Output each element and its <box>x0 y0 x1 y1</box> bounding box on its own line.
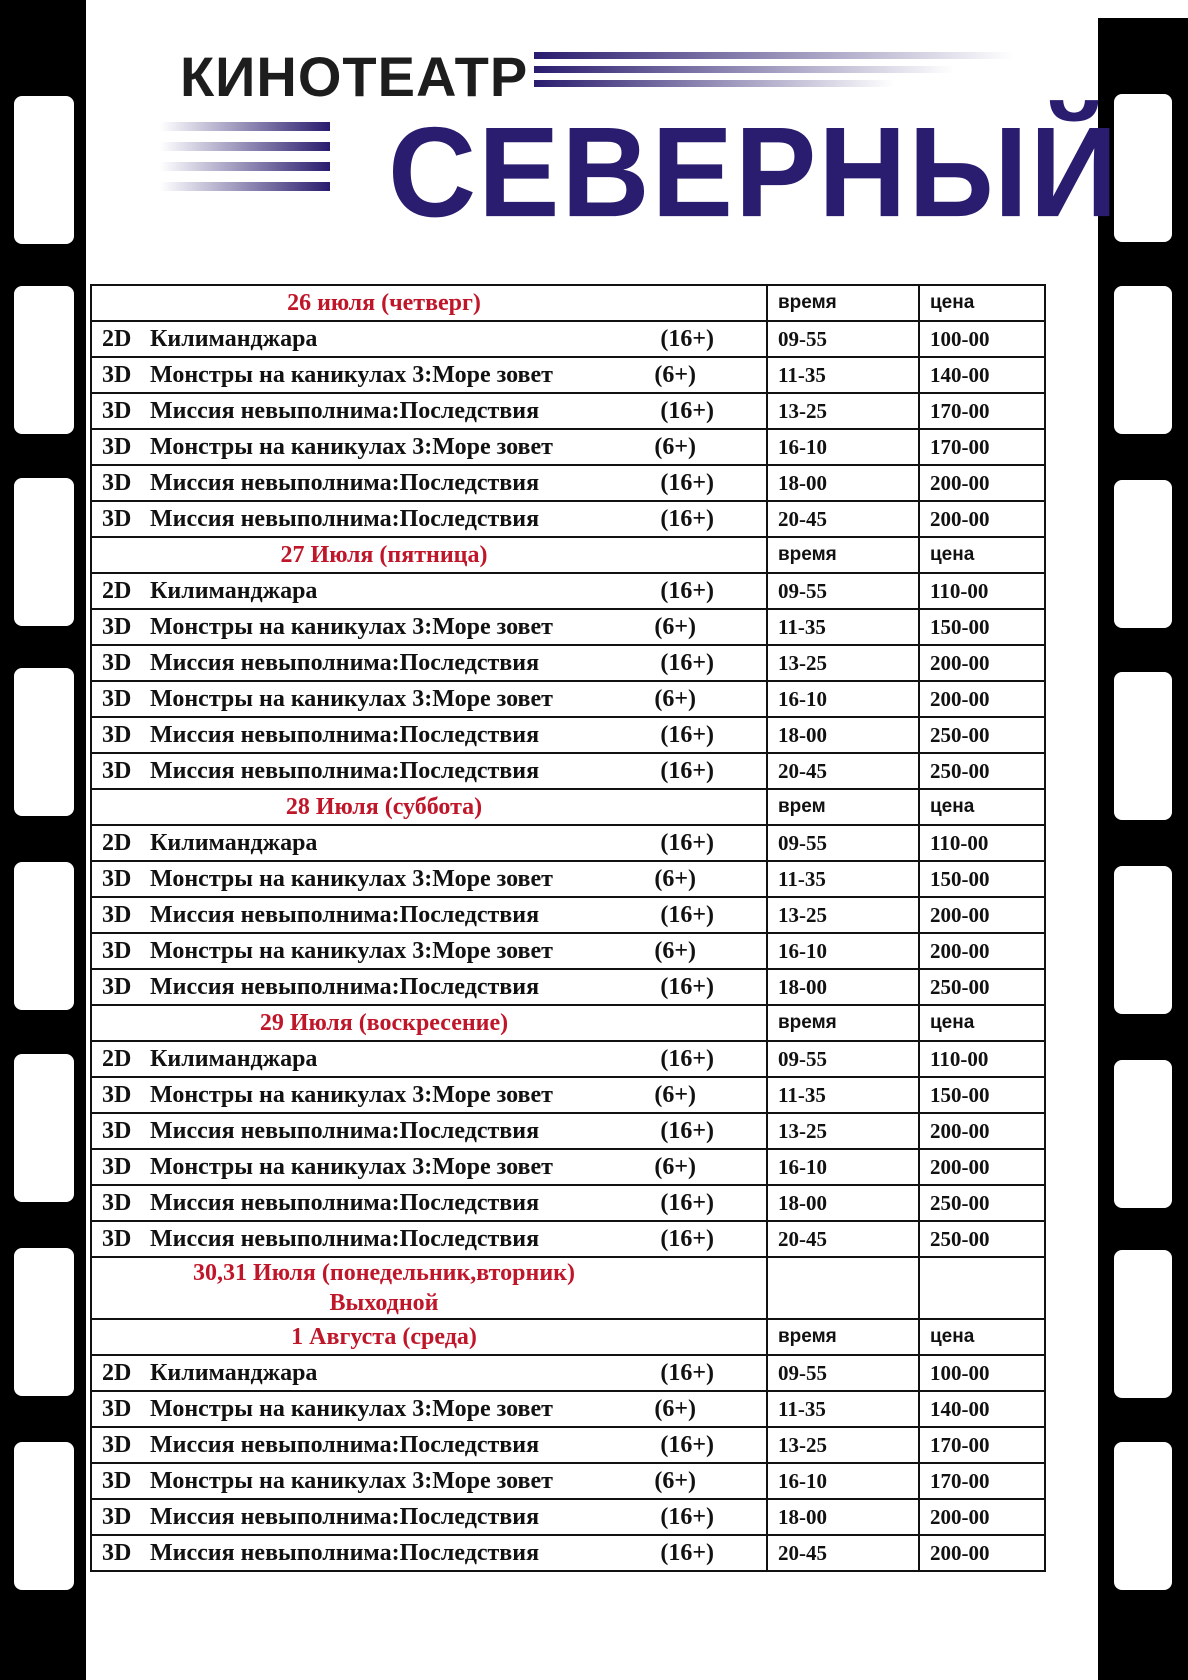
age-rating: (6+) <box>654 937 696 964</box>
film-cell <box>91 861 767 897</box>
age-rating: (6+) <box>654 361 696 388</box>
film-format: 3D <box>102 1117 132 1144</box>
film-title: Монстры на каникулах 3:Море зовет <box>150 685 553 712</box>
showtime: 18-00 <box>767 717 919 753</box>
screening-row <box>91 1185 1045 1221</box>
age-rating: (16+) <box>660 901 714 928</box>
screening-row <box>91 501 1045 537</box>
ticket-price: 200-00 <box>919 465 1045 501</box>
ticket-price: 150-00 <box>919 609 1045 645</box>
time-header: врем <box>767 789 919 825</box>
age-rating: (16+) <box>660 1503 714 1530</box>
time-header: время <box>767 1319 919 1355</box>
showtime: 20-45 <box>767 753 919 789</box>
film-strip-right <box>1098 18 1188 1680</box>
film-format: 3D <box>102 1395 132 1422</box>
film-format: 3D <box>102 433 132 460</box>
film-title: Килиманджара <box>150 1045 318 1072</box>
price-header: цена <box>919 1005 1045 1041</box>
film-cell <box>91 1113 767 1149</box>
logo-line1: КИНОТЕАТР <box>180 45 529 108</box>
ticket-price: 150-00 <box>919 861 1045 897</box>
speed-line <box>160 182 330 191</box>
speed-line <box>160 142 330 151</box>
film-title: Миссия невыполнима:Последствия <box>150 901 540 928</box>
day-title: 28 Июля (суббота) <box>91 789 767 825</box>
showtime: 09-55 <box>767 825 919 861</box>
age-rating: (6+) <box>654 1081 696 1108</box>
film-format: 2D <box>102 577 132 604</box>
sprocket-hole <box>14 286 74 434</box>
age-rating: (16+) <box>660 829 714 856</box>
showtime: 16-10 <box>767 1463 919 1499</box>
ticket-price: 200-00 <box>919 1499 1045 1535</box>
age-rating: (16+) <box>660 1117 714 1144</box>
screening-row <box>91 1113 1045 1149</box>
showtime: 16-10 <box>767 429 919 465</box>
film-title: Миссия невыполнима:Последствия <box>150 1503 540 1530</box>
screening-row <box>91 1041 1045 1077</box>
screening-row <box>91 1427 1045 1463</box>
day-header-row <box>91 537 1045 573</box>
age-rating: (16+) <box>660 469 714 496</box>
screening-row <box>91 1221 1045 1257</box>
time-header: время <box>767 285 919 321</box>
film-format: 3D <box>102 613 132 640</box>
screening-row <box>91 321 1045 357</box>
age-rating: (6+) <box>654 1153 696 1180</box>
time-header: время <box>767 537 919 573</box>
screening-row <box>91 1499 1045 1535</box>
speed-line <box>534 52 1014 59</box>
screening-row <box>91 969 1045 1005</box>
showtime: 11-35 <box>767 357 919 393</box>
speed-line <box>160 162 330 171</box>
ticket-price: 140-00 <box>919 357 1045 393</box>
film-format: 3D <box>102 757 132 784</box>
film-title: Килиманджара <box>150 829 318 856</box>
sprocket-hole <box>1114 286 1172 434</box>
ticket-price: 200-00 <box>919 501 1045 537</box>
film-title: Миссия невыполнима:Последствия <box>150 757 540 784</box>
age-rating: (16+) <box>660 1539 714 1566</box>
empty-cell <box>919 1257 1045 1319</box>
screening-row <box>91 393 1045 429</box>
film-format: 2D <box>102 1045 132 1072</box>
showtime: 18-00 <box>767 465 919 501</box>
screening-row <box>91 1535 1045 1571</box>
age-rating: (16+) <box>660 1045 714 1072</box>
film-cell <box>91 897 767 933</box>
ticket-price: 170-00 <box>919 429 1045 465</box>
showtime: 09-55 <box>767 321 919 357</box>
screening-row <box>91 609 1045 645</box>
film-title: Монстры на каникулах 3:Море зовет <box>150 1467 553 1494</box>
film-title: Килиманджара <box>150 325 318 352</box>
age-rating: (16+) <box>660 649 714 676</box>
film-cell <box>91 1149 767 1185</box>
showtime: 13-25 <box>767 393 919 429</box>
price-header: цена <box>919 1319 1045 1355</box>
logo-line2: СЕВЕРНЫЙ <box>388 100 1120 244</box>
sprocket-hole <box>14 1054 74 1202</box>
ticket-price: 100-00 <box>919 1355 1045 1391</box>
film-cell <box>91 1077 767 1113</box>
film-format: 3D <box>102 1539 132 1566</box>
film-format: 3D <box>102 1153 132 1180</box>
day-header-row <box>91 285 1045 321</box>
screening-row <box>91 753 1045 789</box>
cinema-logo <box>160 40 1120 244</box>
film-format: 3D <box>102 469 132 496</box>
film-format: 3D <box>102 1431 132 1458</box>
empty-cell <box>767 1257 919 1319</box>
film-cell <box>91 1355 767 1391</box>
screening-row <box>91 429 1045 465</box>
film-cell <box>91 681 767 717</box>
film-title: Миссия невыполнима:Последствия <box>150 1117 540 1144</box>
age-rating: (16+) <box>660 973 714 1000</box>
film-cell <box>91 1427 767 1463</box>
film-cell <box>91 501 767 537</box>
ticket-price: 140-00 <box>919 1391 1045 1427</box>
closed-row <box>91 1257 1045 1319</box>
screening-row <box>91 933 1045 969</box>
ticket-price: 170-00 <box>919 1463 1045 1499</box>
film-title: Монстры на каникулах 3:Море зовет <box>150 937 553 964</box>
age-rating: (16+) <box>660 1431 714 1458</box>
showtime: 11-35 <box>767 1077 919 1113</box>
age-rating: (6+) <box>654 433 696 460</box>
film-format: 3D <box>102 361 132 388</box>
ticket-price: 200-00 <box>919 681 1045 717</box>
age-rating: (6+) <box>654 685 696 712</box>
day-title: 29 Июля (воскресение) <box>91 1005 767 1041</box>
film-cell <box>91 1391 767 1427</box>
sprocket-hole <box>1114 1060 1172 1208</box>
age-rating: (16+) <box>660 325 714 352</box>
screening-row <box>91 645 1045 681</box>
age-rating: (16+) <box>660 1359 714 1386</box>
screening-row <box>91 825 1045 861</box>
age-rating: (16+) <box>660 721 714 748</box>
showtime: 18-00 <box>767 1499 919 1535</box>
film-title: Миссия невыполнима:Последствия <box>150 1539 540 1566</box>
age-rating: (16+) <box>660 577 714 604</box>
film-title: Монстры на каникулах 3:Море зовет <box>150 1081 553 1108</box>
film-format: 2D <box>102 1359 132 1386</box>
screening-row <box>91 861 1045 897</box>
film-format: 3D <box>102 505 132 532</box>
closed-notice <box>91 1257 767 1319</box>
price-header: цена <box>919 537 1045 573</box>
age-rating: (16+) <box>660 1225 714 1252</box>
screening-row <box>91 357 1045 393</box>
showtime: 13-25 <box>767 897 919 933</box>
film-format: 3D <box>102 1225 132 1252</box>
showtime: 13-25 <box>767 1113 919 1149</box>
screening-row <box>91 1463 1045 1499</box>
showtime: 16-10 <box>767 933 919 969</box>
age-rating: (16+) <box>660 505 714 532</box>
showtime: 11-35 <box>767 609 919 645</box>
film-format: 3D <box>102 901 132 928</box>
screening-row <box>91 1355 1045 1391</box>
film-cell <box>91 969 767 1005</box>
film-title: Монстры на каникулах 3:Море зовет <box>150 613 553 640</box>
film-title: Миссия невыполнима:Последствия <box>150 973 540 1000</box>
sprocket-hole <box>1114 1250 1172 1398</box>
film-format: 3D <box>102 685 132 712</box>
speed-line <box>534 66 954 73</box>
film-strip-left <box>0 0 86 1680</box>
film-format: 3D <box>102 649 132 676</box>
ticket-price: 200-00 <box>919 645 1045 681</box>
showtime: 13-25 <box>767 645 919 681</box>
sprocket-hole <box>1114 672 1172 820</box>
age-rating: (6+) <box>654 1395 696 1422</box>
sprocket-hole <box>14 96 74 244</box>
ticket-price: 170-00 <box>919 393 1045 429</box>
film-title: Килиманджара <box>150 577 318 604</box>
sprocket-hole <box>14 668 74 816</box>
day-title: 26 июля (четверг) <box>91 285 767 321</box>
sprocket-hole <box>14 1248 74 1396</box>
showtime: 11-35 <box>767 861 919 897</box>
ticket-price: 170-00 <box>919 1427 1045 1463</box>
film-cell <box>91 645 767 681</box>
showtime: 09-55 <box>767 1355 919 1391</box>
showtime: 09-55 <box>767 573 919 609</box>
film-title: Монстры на каникулах 3:Море зовет <box>150 433 553 460</box>
film-format: 3D <box>102 973 132 1000</box>
day-header-row <box>91 1005 1045 1041</box>
showtime: 11-35 <box>767 1391 919 1427</box>
sprocket-hole <box>14 478 74 626</box>
screening-row <box>91 681 1045 717</box>
film-cell <box>91 753 767 789</box>
film-format: 3D <box>102 1081 132 1108</box>
film-title: Миссия невыполнима:Последствия <box>150 1225 540 1252</box>
ticket-price: 200-00 <box>919 897 1045 933</box>
screening-row <box>91 1149 1045 1185</box>
price-header: цена <box>919 285 1045 321</box>
sprocket-hole <box>1114 1442 1172 1590</box>
ticket-price: 110-00 <box>919 573 1045 609</box>
sprocket-hole <box>1114 480 1172 628</box>
ticket-price: 250-00 <box>919 717 1045 753</box>
day-title: 1 Августа (среда) <box>91 1319 767 1355</box>
age-rating: (16+) <box>660 757 714 784</box>
day-header-row <box>91 1319 1045 1355</box>
film-format: 3D <box>102 937 132 964</box>
film-cell <box>91 1185 767 1221</box>
showtime: 18-00 <box>767 969 919 1005</box>
age-rating: (6+) <box>654 865 696 892</box>
showtime: 20-45 <box>767 501 919 537</box>
screening-row <box>91 1077 1045 1113</box>
film-cell <box>91 1221 767 1257</box>
film-cell <box>91 1041 767 1077</box>
film-cell <box>91 1463 767 1499</box>
showtime: 16-10 <box>767 1149 919 1185</box>
film-title: Миссия невыполнима:Последствия <box>150 649 540 676</box>
ticket-price: 110-00 <box>919 1041 1045 1077</box>
film-format: 2D <box>102 829 132 856</box>
film-title: Монстры на каникулах 3:Море зовет <box>150 1395 553 1422</box>
film-cell <box>91 1535 767 1571</box>
showtime: 13-25 <box>767 1427 919 1463</box>
film-title: Миссия невыполнима:Последствия <box>150 1189 540 1216</box>
film-cell <box>91 609 767 645</box>
price-header: цена <box>919 789 1045 825</box>
film-title: Миссия невыполнима:Последствия <box>150 505 540 532</box>
ticket-price: 100-00 <box>919 321 1045 357</box>
time-header: время <box>767 1005 919 1041</box>
film-format: 3D <box>102 397 132 424</box>
closed-dates: 30,31 Июля (понедельник,вторник) <box>193 1260 575 1286</box>
speed-line <box>534 80 894 87</box>
film-cell <box>91 321 767 357</box>
schedule-table <box>90 284 1046 1572</box>
film-title: Килиманджара <box>150 1359 318 1386</box>
sprocket-hole <box>14 862 74 1010</box>
film-title: Миссия невыполнима:Последствия <box>150 721 540 748</box>
speed-line <box>160 122 330 131</box>
film-cell <box>91 825 767 861</box>
ticket-price: 110-00 <box>919 825 1045 861</box>
age-rating: (6+) <box>654 613 696 640</box>
screening-row <box>91 1391 1045 1427</box>
film-format: 3D <box>102 721 132 748</box>
film-format: 3D <box>102 1189 132 1216</box>
film-cell <box>91 465 767 501</box>
film-title: Миссия невыполнима:Последствия <box>150 397 540 424</box>
film-title: Монстры на каникулах 3:Море зовет <box>150 361 553 388</box>
sprocket-hole <box>1114 866 1172 1014</box>
film-cell <box>91 573 767 609</box>
screening-row <box>91 465 1045 501</box>
film-cell <box>91 933 767 969</box>
ticket-price: 250-00 <box>919 1185 1045 1221</box>
age-rating: (6+) <box>654 1467 696 1494</box>
film-cell <box>91 357 767 393</box>
age-rating: (16+) <box>660 1189 714 1216</box>
ticket-price: 200-00 <box>919 1113 1045 1149</box>
screening-row <box>91 573 1045 609</box>
sprocket-hole <box>14 1442 74 1590</box>
ticket-price: 250-00 <box>919 1221 1045 1257</box>
film-title: Монстры на каникулах 3:Море зовет <box>150 865 553 892</box>
film-cell <box>91 717 767 753</box>
film-title: Монстры на каникулах 3:Море зовет <box>150 1153 553 1180</box>
film-title: Миссия невыполнима:Последствия <box>150 469 540 496</box>
showtime: 16-10 <box>767 681 919 717</box>
day-title: 27 Июля (пятница) <box>91 537 767 573</box>
ticket-price: 150-00 <box>919 1077 1045 1113</box>
screening-row <box>91 717 1045 753</box>
ticket-price: 200-00 <box>919 933 1045 969</box>
film-format: 2D <box>102 325 132 352</box>
film-format: 3D <box>102 1467 132 1494</box>
age-rating: (16+) <box>660 397 714 424</box>
closed-label: Выходной <box>329 1290 439 1316</box>
ticket-price: 250-00 <box>919 969 1045 1005</box>
film-title: Миссия невыполнима:Последствия <box>150 1431 540 1458</box>
film-format: 3D <box>102 865 132 892</box>
ticket-price: 200-00 <box>919 1535 1045 1571</box>
showtime: 09-55 <box>767 1041 919 1077</box>
day-header-row <box>91 789 1045 825</box>
film-cell <box>91 1499 767 1535</box>
showtime: 18-00 <box>767 1185 919 1221</box>
screening-row <box>91 897 1045 933</box>
film-format: 3D <box>102 1503 132 1530</box>
film-cell <box>91 429 767 465</box>
sprocket-hole <box>1114 94 1172 242</box>
showtime: 20-45 <box>767 1535 919 1571</box>
showtime: 20-45 <box>767 1221 919 1257</box>
film-cell <box>91 393 767 429</box>
ticket-price: 200-00 <box>919 1149 1045 1185</box>
ticket-price: 250-00 <box>919 753 1045 789</box>
